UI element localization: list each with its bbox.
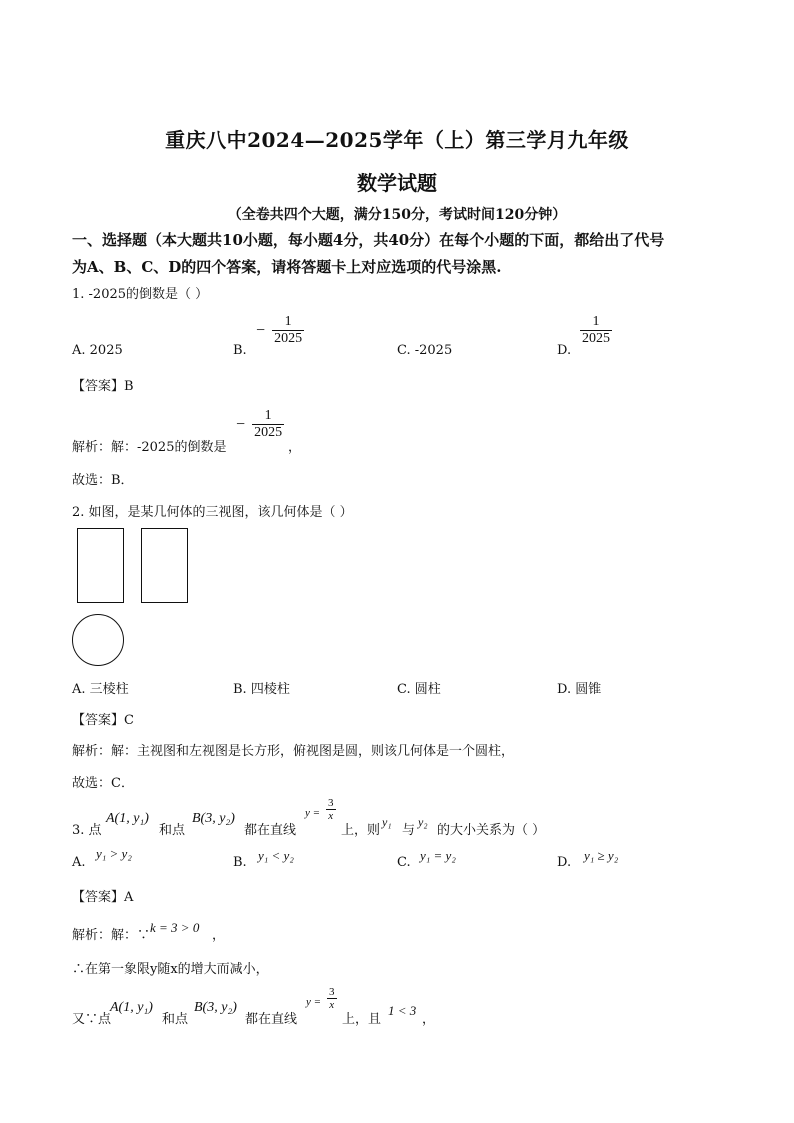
exam-note: （全卷共四个大题，满分150分，考试时间120分钟） <box>227 207 567 223</box>
q3-with: 与 <box>402 823 416 838</box>
q2-option-d: D. 圆锥 <box>557 682 602 697</box>
q1-option-b-label: B. <box>233 343 247 358</box>
q3-y2: y₂ <box>418 815 428 829</box>
side-view-rectangle <box>141 528 188 603</box>
fraction-denominator: 2025 <box>254 425 283 440</box>
q3-option-d-label: D. <box>557 855 572 870</box>
q3-analysis3-suffix: 上，且 <box>342 1012 382 1027</box>
fraction-numerator: 1 <box>580 314 612 331</box>
q1-answer: 【答案】B <box>72 379 134 394</box>
q2-analysis: 解析：解：主视图和左视图是长方形，俯视图是圆，则该几何体是一个圆柱， <box>72 744 515 759</box>
q3-analysis3-point-a: A(1, y₁) <box>110 1000 153 1015</box>
q1-option-d-label: D. <box>557 343 572 358</box>
q1-option-d-math <box>580 314 612 347</box>
fraction <box>326 797 336 822</box>
q3-y1: y₁ <box>382 815 392 829</box>
q3-stem-end: 的大小关系为（ ） <box>437 823 546 838</box>
q2-choose: 故选：C． <box>72 776 134 791</box>
q3-analysis3-and: 和点 <box>162 1012 189 1027</box>
top-view-circle <box>72 614 124 666</box>
q3-option-a: y₁ > y₂ <box>96 846 132 861</box>
fraction-numerator: 1 <box>252 408 284 425</box>
fraction <box>252 408 284 441</box>
section-heading-line2: 为A、B、C、D的四个答案，请将答题卡上对应选项的代号涂黑. <box>72 258 502 276</box>
q2-option-a: A. 三棱柱 <box>72 682 129 697</box>
q1-analysis-text: 解析：解：-2025的倒数是 <box>72 440 227 455</box>
q3-analysis1-text: 解析：解：∵ <box>72 928 151 943</box>
fraction-denominator: 2025 <box>582 331 610 346</box>
minus-sign: − <box>236 415 246 433</box>
q3-stem-suffix: 上，则 <box>341 823 381 838</box>
fraction-denominator: x <box>328 810 334 822</box>
q3-analysis1-comma: ， <box>212 928 226 943</box>
q3-option-c-label: C. <box>397 855 411 870</box>
q1-analysis-comma: ， <box>288 440 302 455</box>
fraction-numerator: 3 <box>329 986 335 998</box>
minus-sign: − <box>256 321 266 339</box>
q3-and: 和点 <box>159 823 186 838</box>
fraction <box>327 986 337 1011</box>
q3-analysis3-y-equals: y = <box>306 996 322 1008</box>
q3-analysis3-end: ， <box>422 1012 436 1027</box>
fraction-numerator: 3 <box>328 797 334 809</box>
q3-option-b: y₁ < y₂ <box>258 848 294 863</box>
q1-option-b-math <box>256 314 304 347</box>
q3-analysis3-compare: 1 < 3 <box>388 1003 417 1018</box>
q3-analysis2: ∴在第一象限y随x的增大而减小， <box>72 962 269 977</box>
fraction-denominator: x <box>329 999 335 1011</box>
fraction <box>580 314 612 347</box>
q2-option-c: C. 圆柱 <box>397 682 441 697</box>
fraction <box>272 314 304 347</box>
q3-on-line: 都在直线 <box>244 823 297 838</box>
q3-point-b: B(3, y₂) <box>192 811 235 826</box>
q1-choose: 故选：B． <box>72 473 134 488</box>
exam-title: 重庆八中2024—2025学年（上）第三学月九年级 <box>165 128 629 152</box>
q3-option-a-label: A. <box>72 855 86 870</box>
q2-answer: 【答案】C <box>72 713 134 728</box>
q3-analysis3-fraction <box>327 986 337 1011</box>
section-heading-line1: 一、选择题（本大题共10小题，每小题4分，共40分）在每个小题的下面，都给出了代号 <box>72 231 665 249</box>
q3-analysis3-point-b: B(3, y₂) <box>194 1000 237 1015</box>
q3-analysis3-prefix: 又∵点 <box>72 1012 112 1027</box>
q3-answer: 【答案】A <box>72 890 134 905</box>
front-view-rectangle <box>77 528 124 603</box>
q1-analysis-math <box>236 408 284 441</box>
exam-subject: 数学试题 <box>357 171 437 195</box>
q3-analysis1-math: k = 3 > 0 <box>150 920 200 935</box>
q3-stem-prefix: 3. 点 <box>72 823 102 838</box>
q3-option-b-label: B. <box>233 855 247 870</box>
q1-option-c: C. -2025 <box>397 343 453 358</box>
fraction-numerator: 1 <box>272 314 304 331</box>
q3-analysis3-on-line: 都在直线 <box>245 1012 298 1027</box>
q1-stem: 1. -2025的倒数是（ ） <box>72 287 209 302</box>
q3-y-equals: y = <box>305 807 321 819</box>
q1-option-a: A. 2025 <box>72 343 123 358</box>
q3-option-c: y₁ = y₂ <box>420 848 456 863</box>
q3-point-a: A(1, y₁) <box>106 811 149 826</box>
q2-stem: 2. 如图，是某几何体的三视图，该几何体是（ ） <box>72 505 353 520</box>
q3-fraction <box>326 797 336 822</box>
q2-option-b: B. 四棱柱 <box>233 682 290 697</box>
q3-option-d: y₁ ≥ y₂ <box>584 848 619 863</box>
fraction-denominator: 2025 <box>274 331 303 346</box>
